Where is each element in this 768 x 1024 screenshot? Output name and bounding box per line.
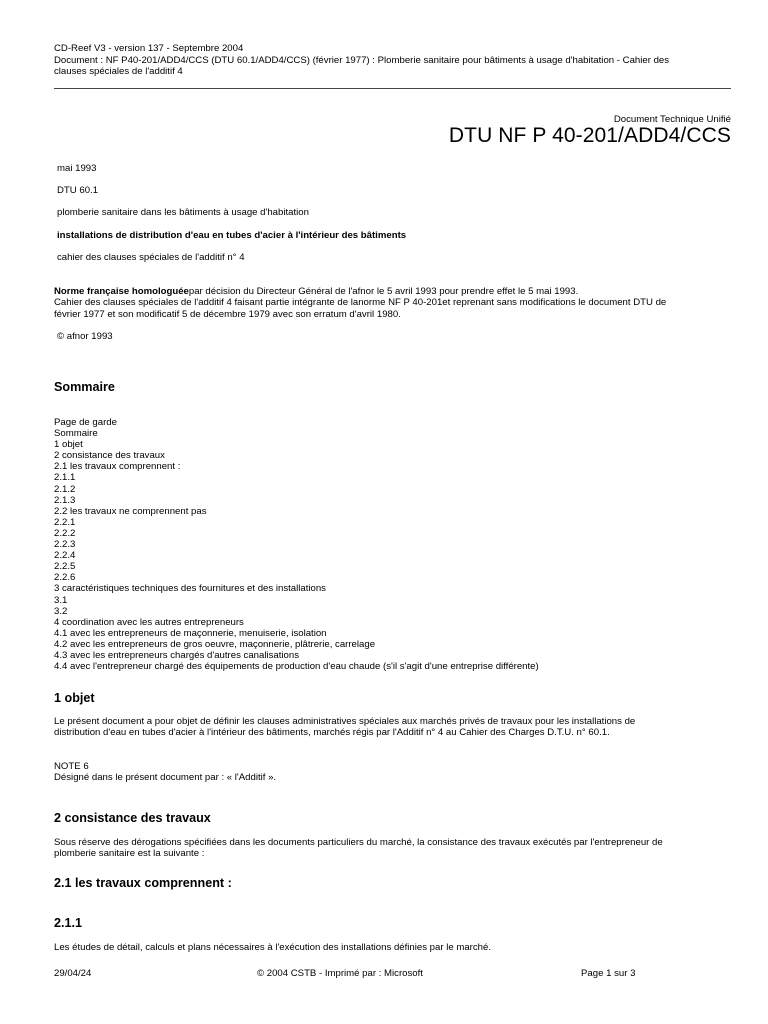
meta-cahier: cahier des clauses spéciales de l'additif n° 4 [57, 252, 245, 263]
sommaire-heading: Sommaire [54, 380, 115, 394]
norme-text-3: février 1977 et son modificatif 5 de décembre 1979 avec son erratum d'avril 1980. [54, 308, 401, 320]
toc-entry[interactable]: 2.1 les travaux comprennent : [54, 461, 181, 473]
page-title: DTU NF P 40-201/ADD4/CCS [448, 124, 731, 147]
header-divider [54, 88, 731, 89]
toc-entry[interactable]: 3.1 [54, 594, 68, 606]
footer-date: 29/04/24 [54, 968, 92, 979]
norme-paragraph [54, 286, 722, 320]
footer-copyright: © 2004 CSTB - Imprimé par : Microsoft [257, 968, 423, 979]
toc-entry[interactable]: 4.4 avec l'entrepreneur chargé des équipements de production d'eau chaude (s'il s'agit d'une entreprise différente) [54, 661, 539, 673]
toc-entry[interactable]: Page de garde [54, 417, 117, 428]
table-of-contents [54, 417, 539, 672]
footer-page-number: Page 1 sur 3 [581, 968, 636, 979]
toc-entry[interactable]: 1 objet [54, 439, 83, 451]
meta-subject: plomberie sanitaire dans les bâtiments à usage d'habitation [57, 207, 309, 218]
norme-text-1: par décision du Directeur Général de l'afnor le 5 avril 1993 pour prendre effet le 5 mai 1993. [188, 286, 579, 297]
copyright-afnor: © afnor 1993 [57, 331, 113, 342]
header-line-document-cont: clauses spéciales de l'additif 4 [54, 66, 183, 77]
note-text: Désigné dans le présent document par : « l'Additif ». [54, 772, 277, 784]
toc-entry[interactable]: 2.2.1 [54, 516, 76, 528]
section-2-paragraph [54, 837, 722, 860]
toc-entry[interactable]: 2.1.2 [54, 483, 76, 495]
section-2-heading: 2 consistance des travaux [54, 811, 211, 825]
meta-date: mai 1993 [57, 163, 97, 174]
section-1-heading: 1 objet [54, 691, 95, 705]
toc-entry[interactable]: 3 caractéristiques techniques des fournitures et des installations [54, 583, 326, 595]
note-label: NOTE 6 [54, 761, 89, 772]
section-2-1-1-text: Les études de détail, calculs et plans nécessaires à l'exécution des installations définies par le marché. [54, 942, 491, 953]
toc-entry[interactable]: 2.2.6 [54, 572, 76, 584]
document-header [54, 43, 734, 78]
toc-entry[interactable]: 2 consistance des travaux [54, 450, 165, 462]
header-line-document: Document : NF P40-201/ADD4/CCS (DTU 60.1/ADD4/CCS) (février 1977) : Plomberie sanitaire pour bâtiments à usage d'habitation - Cahier des [54, 54, 670, 66]
section-1-line-2: distribution d'eau en tubes d'acier à l'intérieur des bâtiments, marchés régis par l'Additif n° 4 au Cahier des Charges D.T.U. n° 60.1. [54, 727, 610, 739]
toc-entry[interactable]: 3.2 [54, 605, 68, 617]
toc-entry[interactable]: 2.2.5 [54, 561, 76, 573]
note-block [54, 761, 722, 784]
toc-entry[interactable]: 2.2.4 [54, 550, 76, 562]
toc-entry[interactable]: 2.2 les travaux ne comprennent pas [54, 505, 207, 517]
toc-entry[interactable]: 4.1 avec les entrepreneurs de maçonnerie, menuiserie, isolation [54, 627, 327, 639]
toc-entry[interactable]: 2.2.3 [54, 539, 76, 551]
toc-entry[interactable]: 2.2.2 [54, 527, 76, 539]
meta-dtu: DTU 60.1 [57, 185, 99, 196]
toc-entry[interactable]: 2.1.3 [54, 494, 76, 506]
norme-label: Norme française homologuée [54, 286, 189, 297]
document-type-label: Document Technique Unifié [613, 114, 731, 125]
header-line-version: CD-Reef V3 - version 137 - Septembre 2004 [54, 43, 244, 54]
meta-bold-subject: installations de distribution d'eau en tubes d'acier à l'intérieur des bâtiments [57, 230, 407, 241]
toc-entry[interactable]: Sommaire [54, 428, 98, 440]
section-1-line-1: Le présent document a pour objet de définir les clauses administratives spéciales aux marchés privés de travaux pour les installations de [54, 716, 636, 727]
norme-text-2: Cahier des clauses spéciales de l'additif 4 faisant partie intégrante de lanorme NF P 40-201et reprenant sans modifications le document DTU de [54, 297, 667, 309]
section-2-1-heading: 2.1 les travaux comprennent : [54, 876, 232, 890]
toc-entry[interactable]: 4.2 avec les entrepreneurs de gros oeuvre, maçonnerie, plâtrerie, carrelage [54, 638, 376, 650]
toc-entry[interactable]: 4 coordination avec les autres entrepreneurs [54, 616, 244, 628]
section-1-paragraph [54, 716, 722, 739]
section-2-1-1-heading: 2.1.1 [54, 916, 83, 930]
toc-entry[interactable]: 2.1.1 [54, 472, 76, 484]
section-2-line-1: Sous réserve des dérogations spécifiées dans les documents particuliers du marché, la consistance des travaux exécutés par l'entrepreneur de [54, 837, 663, 848]
toc-entry[interactable]: 4.3 avec les entrepreneurs chargés d'autres canalisations [54, 649, 300, 661]
section-2-line-2: plomberie sanitaire est la suivante : [54, 848, 205, 860]
